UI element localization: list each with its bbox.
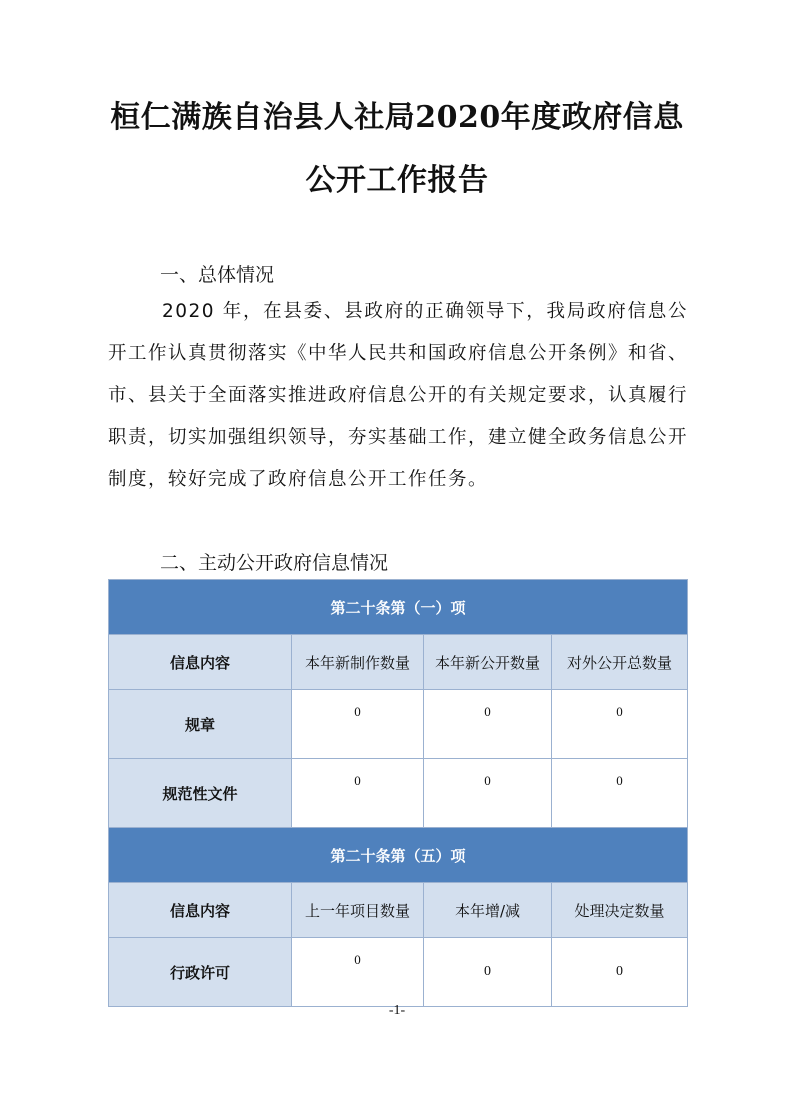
table-cell: 0 [552,938,688,1007]
table-section-header [109,580,688,635]
section1-heading: 一、总体情况 [160,264,275,286]
table-cell: 0 [292,938,424,1007]
table-section-header [109,828,688,883]
document-title-line2: 公开工作报告 [305,163,489,198]
page-number: -1- [388,1003,406,1018]
section2-heading: 二、主动公开政府信息情况 [160,552,389,574]
table-header-row [109,635,688,690]
table-header-row [109,883,688,938]
disclosure-table [108,579,688,1007]
row-label: 行政许可 [109,938,292,1007]
document-title-line1: 桓仁满族自治县人社局2020年度政府信息 [110,100,684,135]
column-header: 本年新公开数量 [424,635,552,690]
table-cell: 0 [552,690,688,759]
column-header: 对外公开总数量 [552,635,688,690]
table-cell: 0 [292,759,424,828]
table-cell: 0 [424,690,552,759]
column-header: 上一年项目数量 [292,883,424,938]
table-cell: 0 [292,690,424,759]
table-row [109,759,688,828]
section1-paragraph: 2020 年，在县委、县政府的正确领导下，我局政府信息公开工作认真贯彻落实《中华人民共和国政府信息公开条例》和省、市、县关于全面落实推进政府信息公开的有关规定要求，认真履行职责，切实加强组织领导，夯实基础工作，建立健全政务信息公开制度，较好完成了政府信息公开工作任务。 [108,301,689,490]
table-cell: 0 [424,938,552,1007]
table-cell: 0 [424,759,552,828]
section-b-title: 第二十条第（五）项 [109,828,688,883]
table-row [109,690,688,759]
column-header: 处理决定数量 [552,883,688,938]
row-label: 规章 [109,690,292,759]
column-header: 信息内容 [109,635,292,690]
section-a-title: 第二十条第（一）项 [109,580,688,635]
column-header: 本年增/减 [424,883,552,938]
column-header: 信息内容 [109,883,292,938]
row-label: 规范性文件 [109,759,292,828]
table-cell: 0 [552,759,688,828]
table-row [109,938,688,1007]
column-header: 本年新制作数量 [292,635,424,690]
